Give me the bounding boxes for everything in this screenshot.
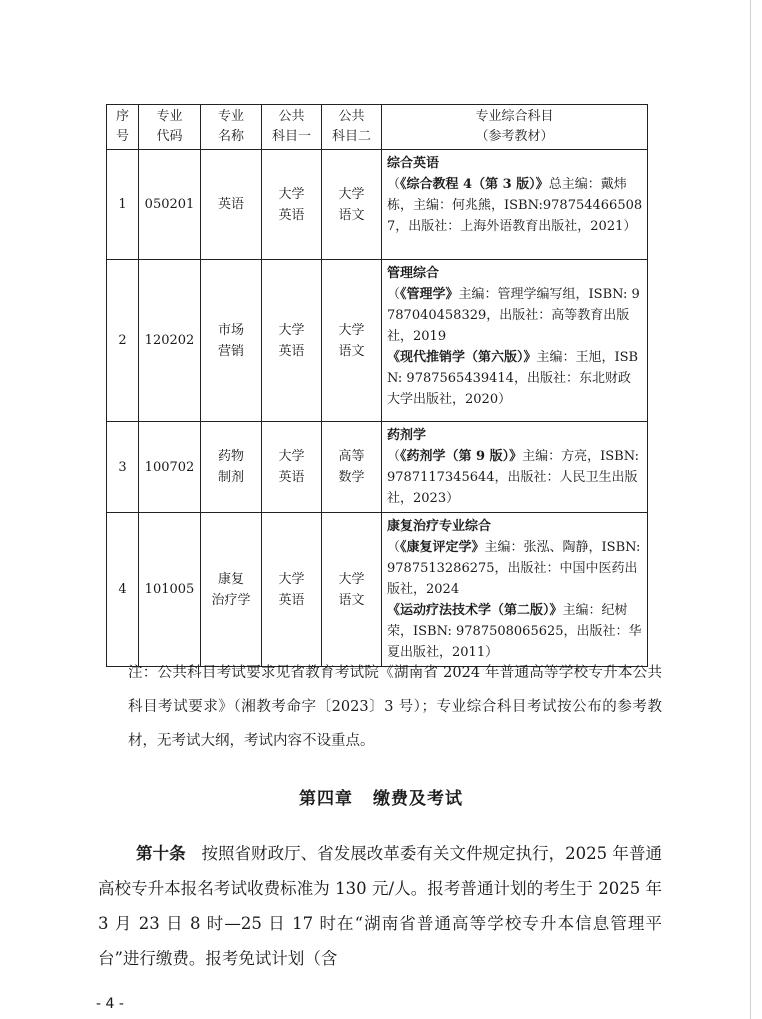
article-body: 按照省财政厅、省发展改革委有关文件规定执行，2025 年普通高校专升本报名考试收费标准为 130 元/人。报考普通计划的考生于 2025 年 3 月 23 日 8 时—25 日 17 时在“湖南省普通高等学校专升本信息管理平台”进行缴费。报考免试计划（含 bbox=[98, 844, 662, 968]
major-subjects-table bbox=[106, 104, 648, 667]
row-code: 120202 bbox=[139, 260, 201, 422]
article-lead: 第十条 bbox=[136, 844, 186, 863]
chapter-number: 第四章 bbox=[299, 789, 353, 809]
book-detail: 主编：张泓、陶静，ISBN:9787513286275，出版社：中国中医药出版社，2024 bbox=[387, 540, 641, 597]
row-code: 050201 bbox=[139, 150, 201, 260]
row-subject-2: 高等 数学 bbox=[322, 422, 382, 513]
row-subject-2: 大学 语文 bbox=[322, 260, 382, 422]
row-major: 药物 制剂 bbox=[201, 422, 262, 513]
row-subject-1: 大学 英语 bbox=[262, 422, 322, 513]
row-major: 康复 治疗学 bbox=[201, 513, 262, 667]
table-row bbox=[107, 513, 648, 667]
reference-subject-title: 康复治疗专业综合 bbox=[387, 519, 492, 534]
reference-book: （《药剂学（第 9 版）》主编：方亮，ISBN: 9787117345644，出版社：人民卫生出版社，2023） bbox=[387, 449, 640, 506]
book-detail: 总主编：戴炜栋，主编：何兆熊，ISBN:9787544665087，出版社：上海外语教育出版社，2021） bbox=[387, 177, 643, 234]
reference-book bbox=[387, 347, 643, 410]
row-subject-2: 大学 语文 bbox=[322, 513, 382, 667]
header-subject-2: 公共 科目二 bbox=[322, 105, 382, 150]
header-index: 序 号 bbox=[107, 105, 139, 150]
row-code: 100702 bbox=[139, 422, 201, 513]
book-name: 《康复评定学》 bbox=[400, 540, 485, 555]
header-reference: 专业综合科目 （参考教材） bbox=[382, 105, 648, 150]
row-index: 2 bbox=[107, 260, 139, 422]
table-note bbox=[98, 656, 662, 758]
book-detail: 主编：管理学编写组，ISBN: 9787040458329，出版社：高等教育出版社，2019 bbox=[387, 287, 640, 344]
table-header-row bbox=[107, 105, 648, 150]
reference-book: （《康复评定学》主编：张泓、陶静，ISBN:9787513286275，出版社：中国中医药出版社，2024 bbox=[387, 540, 641, 597]
chapter-heading bbox=[0, 784, 762, 809]
book-name: 《综合教程 4（第 3 版）》 bbox=[400, 177, 549, 192]
reference-book: （《管理学》主编：管理学编写组，ISBN: 9787040458329，出版社：高等教育出版社，2019 bbox=[387, 287, 640, 344]
book-name: 《管理学》 bbox=[400, 287, 459, 302]
table-row bbox=[107, 260, 648, 422]
book-name: 《运动疗法技术学（第二版）》 bbox=[387, 603, 563, 618]
row-reference bbox=[382, 260, 648, 422]
row-subject-1: 大学 英语 bbox=[262, 513, 322, 667]
book-detail: 主编：纪树荣，ISBN: 9787508065625，出版社：华夏出版社，2011） bbox=[387, 603, 642, 660]
note-text: 注：公共科目考试要求见省教育考试院《湖南省 2024 年普通高等学校专升本公共科目考试要求》（湘教考命字〔2023〕3 号）；专业综合科目考试按公布的参考教材，无考试大纲，考试内容不设重点。 bbox=[128, 665, 662, 749]
table-row bbox=[107, 422, 648, 513]
row-reference bbox=[382, 513, 648, 667]
row-code: 101005 bbox=[139, 513, 201, 667]
page-edge-line bbox=[750, 0, 751, 1019]
article-paragraph bbox=[98, 836, 662, 976]
row-index: 4 bbox=[107, 513, 139, 667]
row-reference bbox=[382, 422, 648, 513]
row-subject-1: 大学 英语 bbox=[262, 150, 322, 260]
reference-subject-title: 综合英语 bbox=[387, 156, 440, 171]
book-detail: 主编：王旭，ISBN: 9787565439414，出版社：东北财政大学出版社，2020） bbox=[387, 350, 639, 407]
row-index: 3 bbox=[107, 422, 139, 513]
book-detail: 主编：方亮，ISBN: 9787117345644，出版社：人民卫生出版社，2023） bbox=[387, 449, 640, 506]
row-reference bbox=[382, 150, 648, 260]
reference-subject-title: 药剂学 bbox=[387, 428, 427, 443]
header-code: 专业 代码 bbox=[139, 105, 201, 150]
reference-book bbox=[387, 600, 643, 663]
row-major: 市场 营销 bbox=[201, 260, 262, 422]
row-major: 英语 bbox=[201, 150, 262, 260]
page-number: - 4 - bbox=[96, 996, 124, 1012]
reference-book: （《综合教程 4（第 3 版）》总主编：戴炜栋，主编：何兆熊，ISBN:9787544665087，出版社：上海外语教育出版社，2021） bbox=[387, 177, 643, 234]
row-index: 1 bbox=[107, 150, 139, 260]
row-subject-1: 大学 英语 bbox=[262, 260, 322, 422]
book-name: 《现代推销学（第六版）》 bbox=[387, 350, 537, 365]
header-subject-1: 公共 科目一 bbox=[262, 105, 322, 150]
row-subject-2: 大学 语文 bbox=[322, 150, 382, 260]
header-major: 专业 名称 bbox=[201, 105, 262, 150]
book-name: 《药剂学（第 9 版）》 bbox=[400, 449, 523, 464]
table-row bbox=[107, 150, 648, 260]
reference-subject-title: 管理综合 bbox=[387, 266, 440, 281]
chapter-title: 缴费及考试 bbox=[373, 789, 463, 809]
